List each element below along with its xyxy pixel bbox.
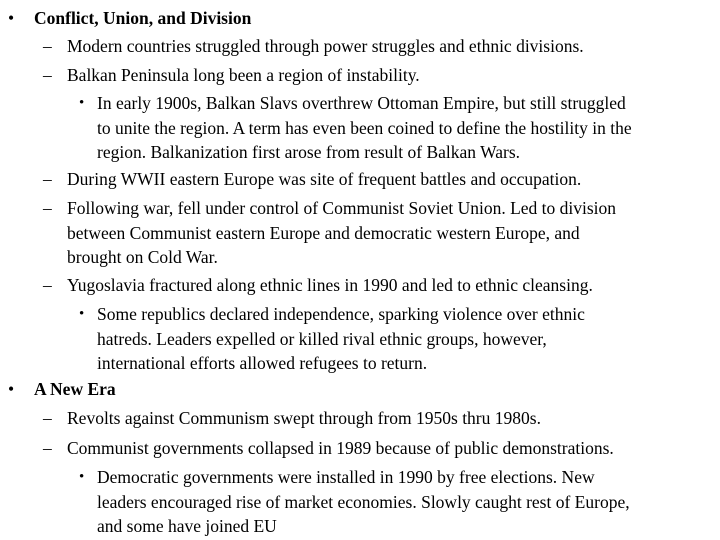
list-item (43, 63, 420, 88)
subpoint-line: to unite the region. A term has even been coined to define the hostility in the (97, 117, 632, 138)
bullet-marker: • (8, 379, 15, 399)
sub-list-item (79, 465, 630, 539)
subpoint-line: Democratic governments were installed in 1990 by free elections. New (97, 467, 595, 487)
list-item (43, 406, 541, 431)
subpoint-line: region. Balkanization first arose from result of Balkan Wars. (97, 142, 521, 163)
dash-marker: – (43, 36, 52, 56)
dash-marker: – (43, 169, 52, 189)
bullet-marker: • (79, 95, 85, 111)
point-line: between Communist eastern Europe and democratic western Europe, and (67, 222, 580, 243)
bullet-marker: • (8, 8, 15, 28)
dash-marker: – (43, 65, 52, 85)
section-heading (8, 6, 252, 31)
dash-marker: – (43, 275, 52, 295)
dash-marker: – (43, 438, 52, 458)
subpoint-line: In early 1900s, Balkan Slavs overthrew Ottoman Empire, but still struggled (97, 93, 626, 113)
subpoint-line: leaders encouraged rise of market economies. Slowly caught rest of Europe, (97, 491, 630, 512)
point-line: Yugoslavia fractured along ethnic lines in 1990 and led to ethnic cleansing. (67, 275, 593, 295)
subpoint-line: hatreds. Leaders expelled or killed rival ethnic groups, however, (97, 328, 547, 349)
subpoint-line: international efforts allowed refugees to return. (97, 353, 428, 374)
list-item (43, 196, 617, 270)
dash-marker: – (43, 198, 52, 218)
point-line: Revolts against Communism swept through from 1950s thru 1980s. (67, 408, 541, 428)
point-line: During WWII eastern Europe was site of frequent battles and occupation. (67, 169, 582, 189)
bullet-marker: • (79, 469, 85, 485)
list-item (43, 436, 614, 461)
section-heading (8, 377, 116, 402)
sub-list-item (79, 91, 632, 165)
sub-list-item (79, 302, 585, 376)
dash-marker: – (43, 408, 52, 428)
subpoint-line: Some republics declared independence, sparking violence over ethnic (97, 304, 585, 324)
list-item (43, 273, 593, 298)
heading-text: Conflict, Union, and Division (34, 8, 252, 28)
subpoint-line: and some have joined EU (97, 516, 277, 537)
heading-text: A New Era (34, 379, 116, 399)
point-line: Modern countries struggled through power struggles and ethnic divisions. (67, 36, 584, 56)
bullet-marker: • (79, 306, 85, 322)
point-line: Balkan Peninsula long been a region of instability. (67, 65, 420, 85)
point-line: Following war, fell under control of Communist Soviet Union. Led to division (67, 198, 617, 218)
point-line: Communist governments collapsed in 1989 because of public demonstrations. (67, 438, 614, 458)
point-line: brought on Cold War. (67, 247, 218, 268)
list-item (43, 34, 584, 59)
list-item (43, 167, 582, 192)
